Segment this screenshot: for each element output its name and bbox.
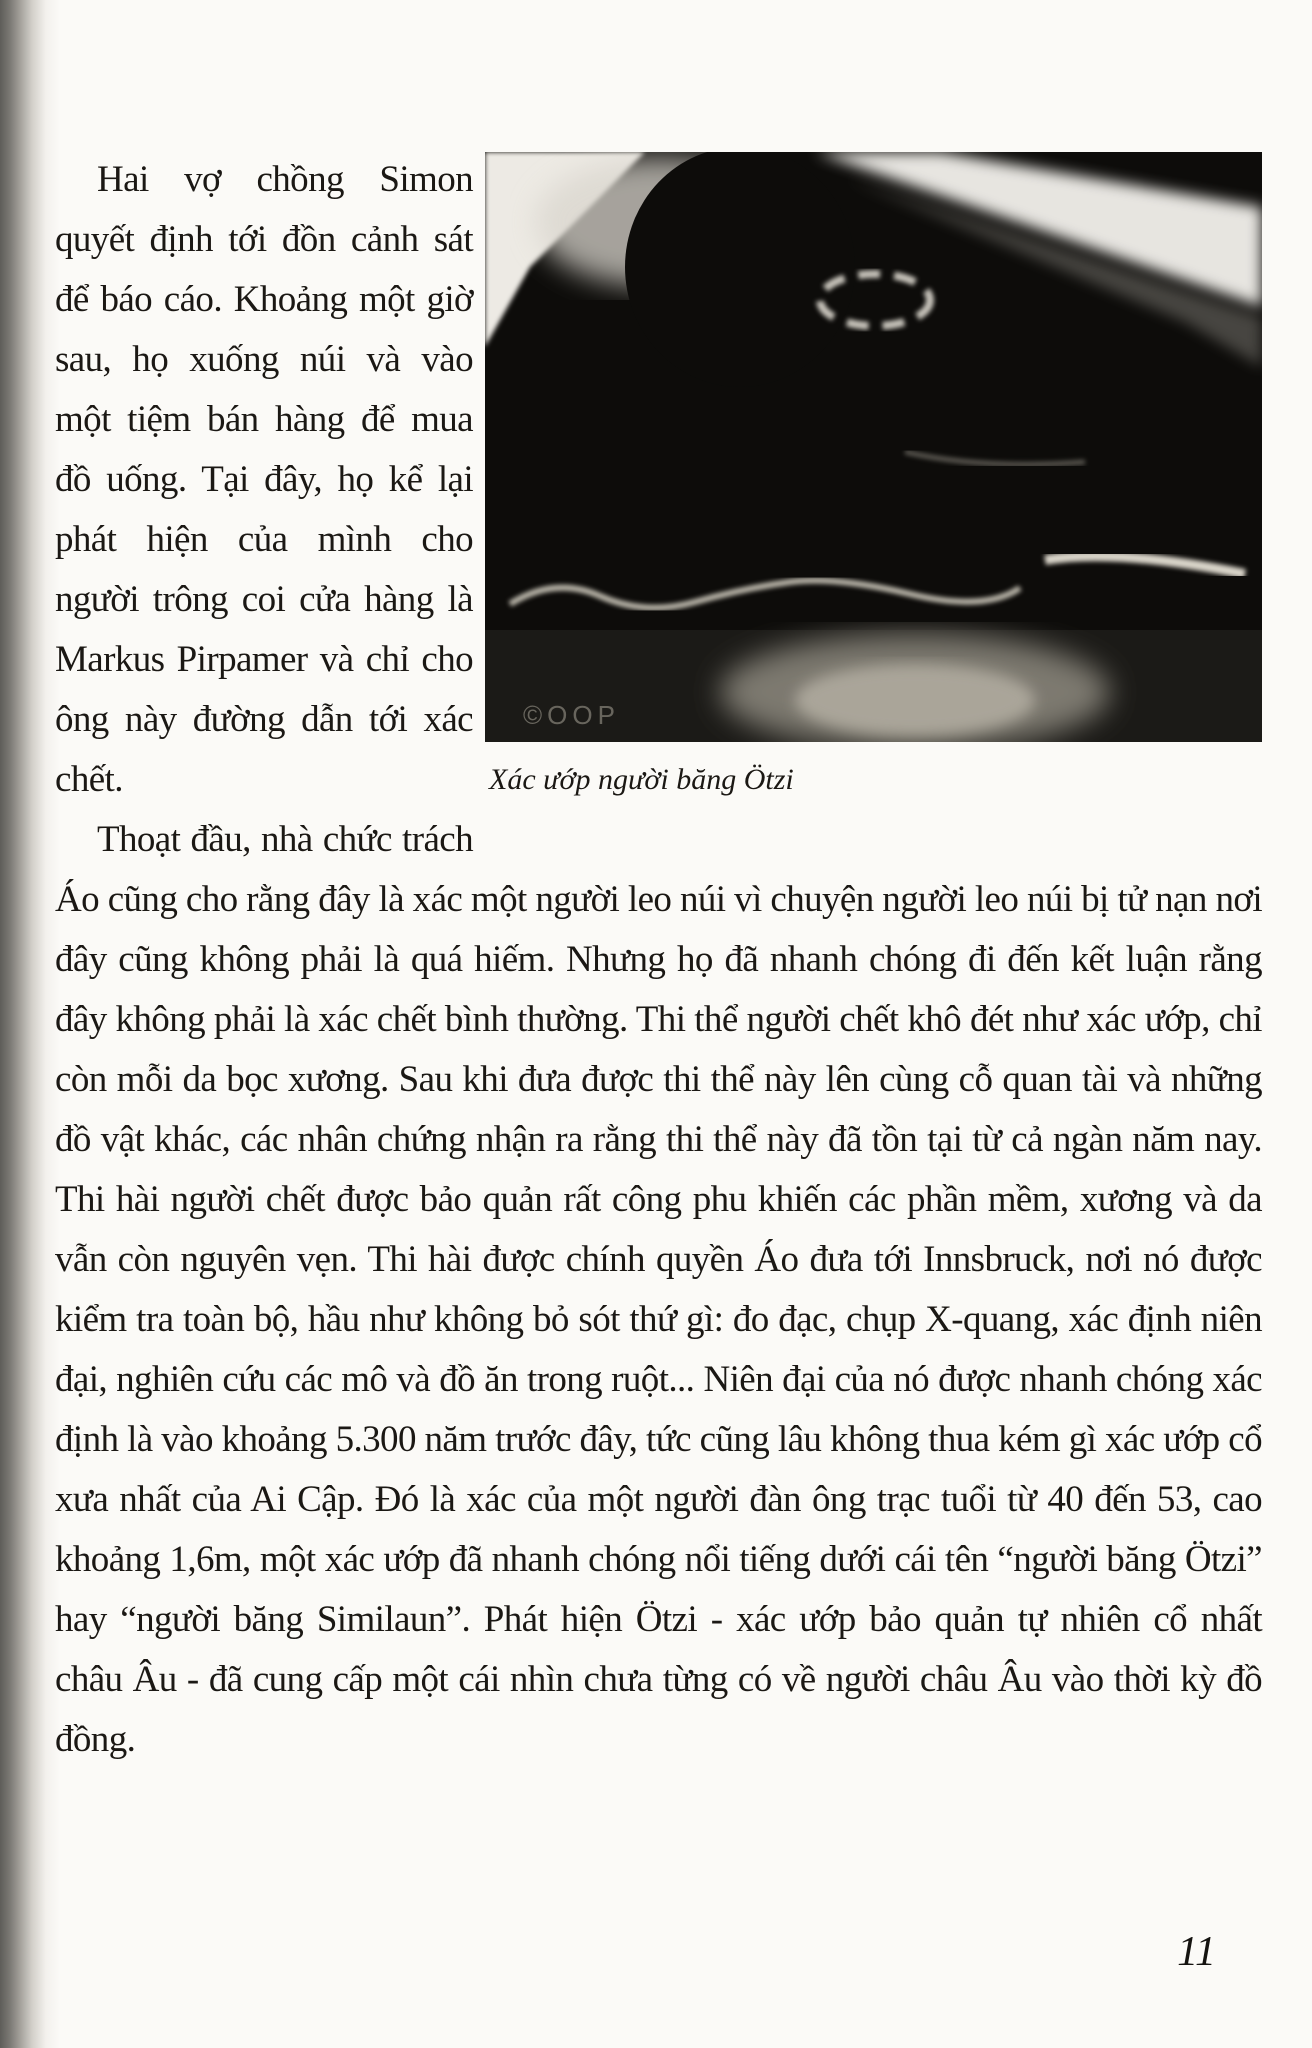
- page-content: [55, 150, 1262, 1770]
- otzi-photo-figure: [485, 152, 1262, 800]
- paragraph-2: Thoạt đầu, nhà chức trách Áo cũng cho rằng đây là xác một người leo núi vì chuyện người leo núi bị tử nạn nơi đây cũng không phải là quá hiếm. Nhưng họ đã nhanh chóng đi đến kết luận rằng đây không phải là xác chết bình thường. Thi thể người chết khô đét như xác ướp, chỉ còn mỗi da bọc xương. Sau khi đưa được thi thể này lên cùng cỗ quan tài và những đồ vật khác, các nhân chứng nhận ra rằng thi thể này đã tồn tại từ cả ngàn năm nay. Thi hài người chết được bảo quản rất công phu khiến các phần mềm, xương và da vẫn còn nguyên vẹn. Thi hài được chính quyền Áo đưa tới Innsbruck, nơi nó được kiểm tra toàn bộ, hầu như không bỏ sót thứ gì: đo đạc, chụp X-quang, xác định niên đại, nghiên cứu các mô và đồ ăn trong ruột... Niên đại của nó được nhanh chóng xác định là vào khoảng 5.300 năm trước đây, tức cũng lâu không thua kém gì xác ướp cổ xưa nhất của Ai Cập. Đó là xác của một người đàn ông trạc tuổi từ 40 đến 53, cao khoảng 1,6m, một xác ướp đã nhanh chóng nổi tiếng dưới cái tên “người băng Ötzi” hay “người băng Similaun”. Phát hiện Ötzi - xác ướp bảo quản tự nhiên cổ nhất châu Âu - đã cung cấp một cái nhìn chưa từng có về người châu Âu vào thời kỳ đồ đồng.: [55, 819, 1262, 1760]
- photo-caption: Xác ướp người băng Ötzi: [489, 763, 794, 796]
- copyright-watermark: ©OOP: [523, 700, 620, 730]
- mummy-head-silhouette: [625, 152, 855, 387]
- paragraph-1: Hai vợ chồng Simon quyết định tới đồn cảnh sát để báo cáo. Khoảng một giờ sau, họ xuống núi và vào một tiệm bán hàng để mua đồ uống. Tại đây, họ kể lại phát hiện của mình cho người trông coi cửa hàng là Markus Pirpamer và chỉ cho ông này đường dẫn tới xác chết.: [55, 159, 473, 800]
- binding-shadow: [0, 0, 60, 2048]
- otzi-mummy-photo: [485, 152, 1262, 742]
- face-glow-inner: [795, 664, 1035, 736]
- page-number: 11: [1177, 1929, 1216, 1975]
